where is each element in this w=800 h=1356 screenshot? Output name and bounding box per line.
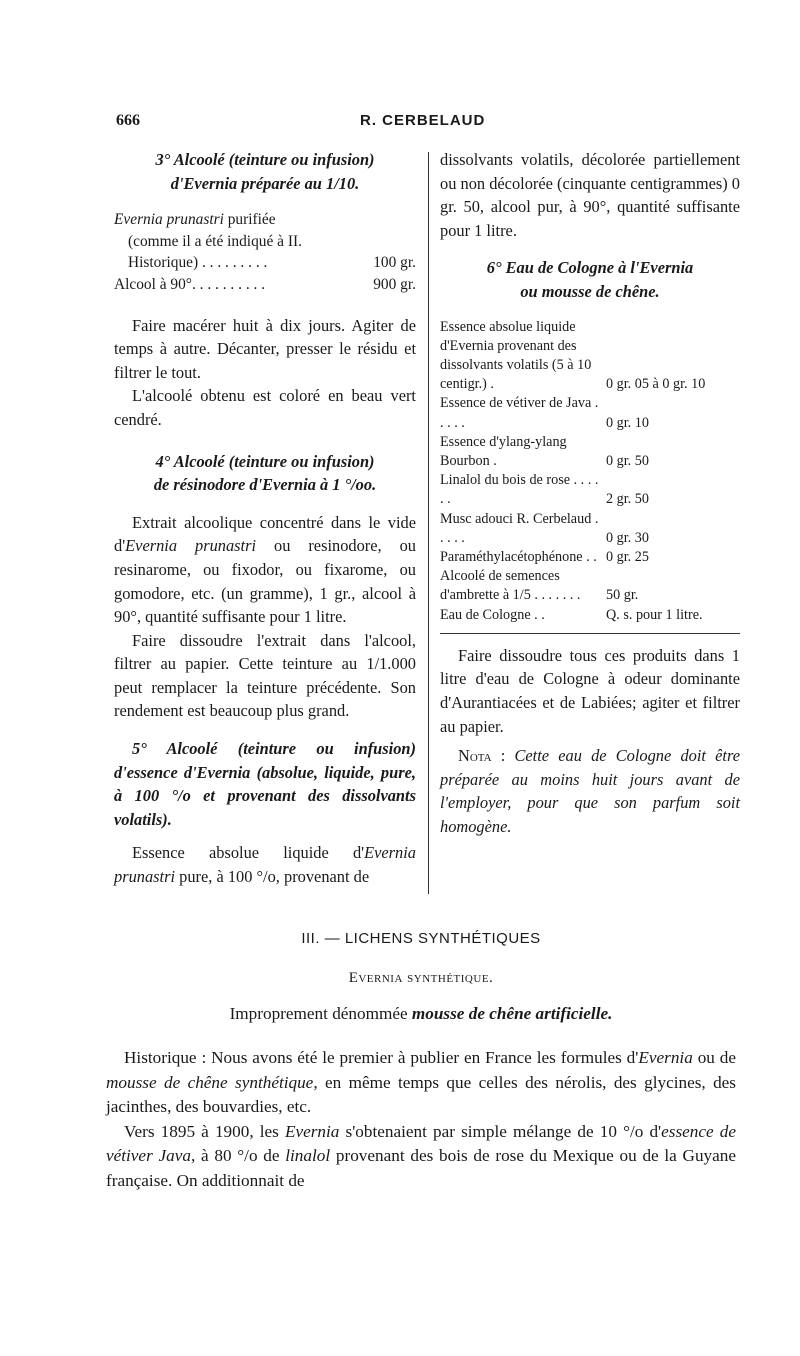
section-3-title-line-1: 3° Alcoolé (teinture ou infusion) — [155, 150, 375, 169]
recipe-row — [440, 318, 740, 395]
continued-paragraph: dissolvants volatils, décolorée partiellement ou non décolorée (cinquante centigrammes) 0 gr. 50, alcool pur, à 90°, quantité suffisante pour 1 litre. — [440, 150, 740, 240]
recipe-row — [440, 567, 740, 605]
recipe-row — [440, 394, 740, 432]
recipe-quantity: 0 gr. 25 — [606, 549, 649, 565]
section-4-paragraph-2: Faire dissoudre l'extrait dans l'alcool, filtrer au papier. Cette teinture au 1/1.000 peut remplacer la teinture précédente. Son rendement est beaucoup plus grand. — [114, 630, 416, 721]
nota-paragraph: Nota : Cette eau de Cologne doit être préparée au moins huit jours avant de l'employer, pour que son parfum soit homogène. — [440, 746, 740, 836]
section-heading: III. — LICHENS SYNTHÉTIQUES — [301, 930, 541, 947]
recipe-ingredient: Essence d'ylang-ylang Bourbon . — [440, 433, 567, 469]
cologne-recipe-table — [440, 318, 740, 625]
recipe-row — [440, 548, 740, 567]
recipe-quantity: 0 gr. 50 — [606, 452, 649, 469]
recipe-ingredient-note: (comme il a été indiqué à II. — [128, 232, 302, 250]
recipe-row — [440, 471, 740, 509]
recipe-quantity: 900 gr. — [373, 275, 416, 293]
recipe-quantity: Q. s. pour 1 litre. — [606, 606, 703, 623]
recipe-row: Historique) . . . . . . . . . 100 gr. — [114, 252, 416, 274]
body-paragraph-2: Vers 1895 à 1900, les Evernia s'obtenaient par simple mélange de 10 °/o d'essence de vétiver Java, à 80 °/o de linalol provenant des bois de rose du Mexique ou de la Guyane française. On additionnait de — [106, 1121, 737, 1190]
section-subheading: Evernia synthétique. — [348, 970, 494, 986]
recipe-ingredient: Linalol du bois de rose . . . . . . — [440, 472, 599, 508]
column-divider — [428, 152, 429, 894]
recipe-ingredient: Essence de vétiver de Java . . . . . — [440, 395, 599, 431]
recipe-ingredient: Evernia prunastri purifiée — [114, 211, 276, 229]
section-4-title-line-1: 4° Alcoolé (teinture ou infusion) — [155, 451, 375, 471]
section-6-paragraph-1: Faire dissoudre tous ces produits dans 1 litre d'eau de Cologne à odeur dominante d'Aurantiacées et de Labiées; agiter et filtrer au papier. — [440, 645, 740, 736]
recipe-ingredient: Alcoolé de semences d'ambrette à 1/5 . . . . . . . — [440, 568, 581, 604]
recipe-quantity: 0 gr. 30 — [606, 529, 649, 546]
section-4-title-line-2: de résinodore d'Evernia à 1 °/oo. — [153, 475, 377, 495]
recipe-ingredient: Eau de Cologne . . — [440, 606, 545, 623]
recipe-row: Alcool à 90°. . . . . . . . . . 900 gr. — [114, 274, 416, 296]
recipe-ingredient: Paraméthylacétophénone . . — [440, 549, 597, 565]
recipe-quantity: 0 gr. 05 à 0 gr. 10 — [606, 376, 706, 393]
section-5-paragraph-1: Essence absolue liquide d'Evernia prunastri pure, à 100 °/o, provenant de — [114, 843, 416, 887]
section-3-title-line-2: d'Evernia préparée au 1/10. — [170, 173, 360, 193]
section-body — [106, 1046, 736, 1194]
recipe-quantity: 100 gr. — [373, 254, 416, 272]
section-3-paragraph-1: Faire macérer huit à dix jours. Agiter de temps à autre. Décanter, presser le résidu et filtrer le tout. — [114, 315, 416, 382]
recipe-row — [440, 606, 740, 625]
recipe-ingredient: Essence absolue liquide d'Evernia provenant des dissolvants volatils (5 à 10 centigr.) . — [440, 318, 592, 393]
section-4-paragraph-1: Extrait alcoolique concentré dans le vide d'Evernia prunastri ou resinodore, ou resinarome, ou fixodor, ou fixarome, ou gomodore, etc. (un gramme), 1 gr., alcool à 90°, quantité suffisante pour 1 litre. — [114, 512, 416, 627]
section-5-title: 5° Alcoolé (teinture ou infusion) d'essence d'Evernia (absolue, liquide, pure, à 100 °/o et provenant des dissolvants volatils). — [114, 739, 416, 829]
recipe-quantity: 50 gr. — [606, 587, 639, 604]
left-column — [114, 148, 416, 889]
section-subtitle: Improprement dénommée mousse de chêne artificielle. — [229, 1004, 613, 1023]
running-title: R. CERBELAUD — [360, 112, 486, 129]
right-column — [440, 148, 740, 839]
section-3-recipe — [114, 209, 416, 295]
recipe-ingredient: Musc adouci R. Cerbelaud . . . . . — [440, 510, 599, 546]
recipe-rule — [440, 633, 740, 634]
body-paragraph-1: Historique : Nous avons été le premier à publier en France les formules d'Evernia ou de mousse de chêne synthétique, en même temps que celles des nérolis, des glycines, des jacinthes, des bouvardies, etc. — [106, 1048, 736, 1117]
recipe-quantity: 0 gr. 10 — [606, 414, 649, 431]
nota-label: Nota : — [458, 746, 506, 766]
page-number: 666 — [116, 112, 140, 129]
section-6-title-line-1: 6° Eau de Cologne à l'Evernia — [486, 258, 694, 278]
section-6-title-line-2: ou mousse de chêne. — [520, 281, 660, 301]
recipe-row — [440, 433, 740, 471]
recipe-row — [440, 510, 740, 548]
section-3-paragraph-2: L'alcoolé obtenu est coloré en beau vert cendré. — [114, 386, 416, 429]
recipe-quantity: 2 gr. 50 — [606, 491, 649, 508]
